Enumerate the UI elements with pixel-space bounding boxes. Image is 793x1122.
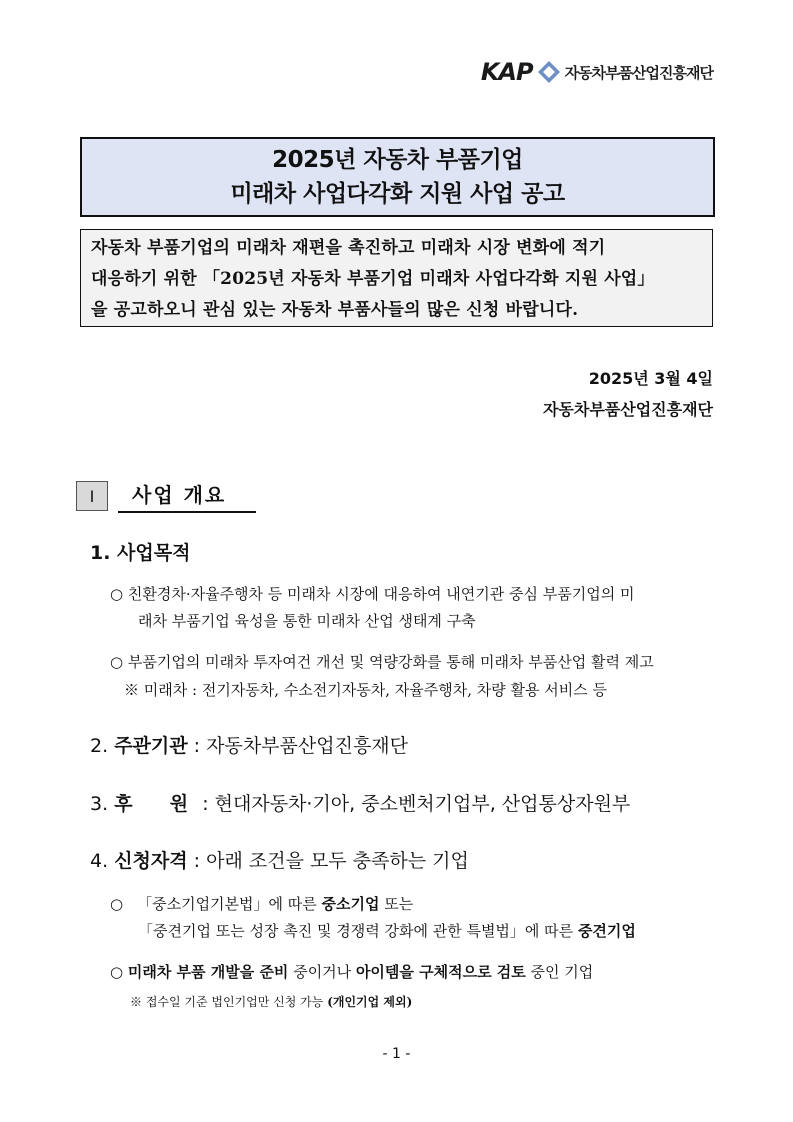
cond-1-mark: ○ [110, 895, 124, 913]
sponsor-row [90, 789, 630, 816]
page-number: - 1 - [382, 1046, 411, 1062]
eligibility-note [130, 993, 412, 1010]
cond-2-text-d: 중인 기업 [525, 963, 594, 981]
intro-line-3: 을 공고하오니 관심 있는 자동차 부품사들의 많은 신청 바랍니다. [91, 300, 579, 320]
announcement-date: 2025년 3월 4일 [588, 369, 713, 388]
eligibility-cond-1-line-2 [138, 920, 636, 941]
purpose-note: ※ 미래차 : 전기자동차, 수소전기자동차, 자율주행차, 차량 활용 서비스 등 [124, 681, 607, 699]
sponsor-sep: : [202, 793, 209, 815]
host-row [90, 731, 408, 758]
intro-line-2: 대응하기 위한 「2025년 자동차 부품기업 미래차 사업다각화 지원 사업」 [91, 269, 655, 289]
eligibility-cond-1-line-1 [110, 893, 413, 914]
host-value: 자동차부품산업진흥재단 [206, 735, 409, 757]
cond-1-text-c: 또는 [379, 895, 414, 913]
title-line-2: 미래차 사업다각화 지원 사업 공고 [230, 181, 565, 207]
notice-title-box [80, 137, 715, 217]
section-title: 사업 개요 [118, 479, 256, 513]
cond-2-text-c: 아이템을 구체적으로 검토 [355, 963, 526, 981]
logo-brand: KAP [480, 58, 533, 86]
issuer-name: 자동차부품산업진흥재단 [542, 400, 713, 419]
cond-1-midsize: 중견기업 [577, 922, 636, 940]
sponsor-num: 3. [90, 793, 109, 815]
cond-1-sme: 중소기업 [321, 895, 380, 913]
eligibility-note-exclusion: (개인기업 제외) [327, 995, 413, 1009]
eligibility-sep: : [193, 850, 201, 872]
purpose-bullet-1-line-1: ○ 친환경차·자율주행차 등 미래차 시장에 대응하여 내연기관 중심 부품기업의 미 [110, 585, 635, 603]
cond-2-text-a: 미래차 부품 개발을 준비 [127, 963, 289, 981]
cond-1-text-a: 「중소기업기본법」에 따른 [137, 895, 322, 913]
eligibility-row [90, 846, 469, 873]
eligibility-cond-2 [110, 961, 593, 982]
cond-1-text-d: 「중견기업 또는 성장 촉진 및 경쟁력 강화에 관한 특별법」에 따른 [138, 922, 578, 940]
eligibility-label: 신청자격 [114, 850, 188, 872]
title-line-1: 2025년 자동차 부품기업 [272, 147, 523, 173]
cond-2-mark: ○ [110, 963, 128, 981]
cond-2-text-b: 중이거나 [288, 963, 356, 981]
host-label: 주관기관 [114, 735, 188, 757]
purpose-heading-text: 1. 사업목적 [90, 542, 191, 564]
intro-box [80, 229, 713, 327]
eligibility-value: 아래 조건을 모두 충족하는 기업 [206, 850, 469, 872]
sponsor-label: 후 원 [114, 793, 197, 815]
sponsor-value: 현대자동차·기아, 중소벤처기업부, 산업통상자원부 [214, 793, 631, 815]
section-heading [76, 479, 256, 513]
logo-org-name: 자동차부품산업진흥재단 [564, 63, 713, 82]
purpose-bullet-2: ○ 부품기업의 미래차 투자여건 개선 및 역량강화를 통해 미래차 부품산업 활력 제고 [110, 653, 654, 671]
kap-diamond-icon [537, 60, 561, 84]
host-sep: : [193, 735, 201, 757]
host-num: 2. [90, 735, 109, 757]
eligibility-note-text: ※ 접수일 기준 법인기업만 신청 가능 [130, 995, 328, 1009]
purpose-bullet-1-line-2: 래차 부품기업 육성을 통한 미래차 산업 생태계 구축 [138, 612, 476, 630]
intro-line-1: 자동차 부품기업의 미래차 재편을 촉진하고 미래차 시장 변화에 적기 [91, 238, 606, 258]
eligibility-num: 4. [90, 850, 109, 872]
section-number: Ⅰ [76, 481, 108, 511]
purpose-heading [90, 538, 190, 565]
kap-logo [481, 58, 713, 86]
